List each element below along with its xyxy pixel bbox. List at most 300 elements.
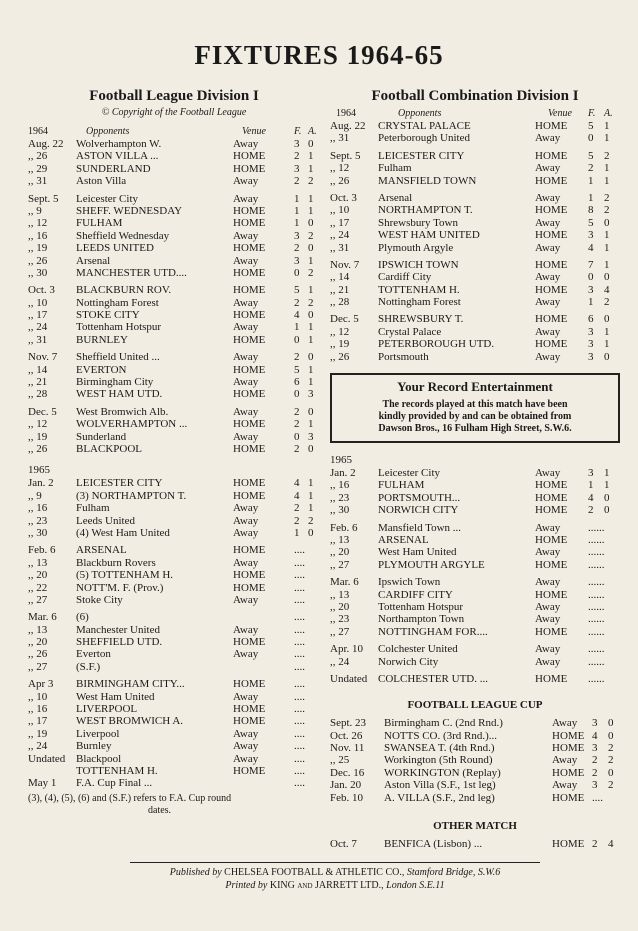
fixture-date: ,, 26 — [28, 150, 48, 163]
table-row — [28, 334, 320, 346]
fixture-venue: HOME — [233, 636, 266, 649]
fixture-venue: HOME — [535, 258, 568, 271]
fixture-venue: Away — [535, 576, 561, 589]
fixture-venue: HOME — [535, 588, 568, 601]
fixture-score-for: 6 — [294, 376, 300, 389]
combination-fixtures-1965 — [330, 467, 620, 685]
fixture-venue: HOME — [233, 204, 266, 217]
table-row — [28, 193, 320, 205]
fixture-date: ,, 19 — [28, 242, 48, 255]
fixture-score-for: .... — [592, 791, 603, 804]
table-row — [330, 351, 620, 363]
combination-column — [330, 86, 620, 850]
fixture-score-against: 1 — [308, 363, 314, 376]
fixture-venue: Away — [233, 502, 259, 515]
fixture-score-for: 2 — [592, 838, 598, 851]
fixture-score-for: 2 — [294, 502, 300, 515]
fixture-date: Nov. 11 — [330, 742, 365, 755]
fixture-venue: HOME — [535, 120, 568, 132]
league-year-1965: 1965 — [28, 464, 50, 477]
fixture-date: ,, 30 — [330, 504, 350, 517]
fixture-score-against: 1 — [308, 192, 314, 205]
fixture-opponent: (6) — [76, 611, 89, 624]
table-row — [330, 534, 620, 546]
fixture-score-for: 0 — [294, 388, 300, 401]
fixture-score-against: 1 — [604, 479, 610, 492]
table-row — [28, 205, 320, 217]
table-row — [28, 321, 320, 333]
fixture-date: ,, 31 — [28, 333, 48, 346]
fixture-venue: Away — [233, 138, 259, 150]
table-row — [330, 656, 620, 668]
footer-publisher-name: CHELSEA FOOTBALL & ATHLETIC CO., — [224, 867, 405, 878]
fixture-opponent: (S.F.) — [76, 660, 101, 673]
fixture-date: Oct. 3 — [330, 191, 357, 204]
fixture-score-against: 2 — [608, 779, 614, 792]
fixture-opponent: MANSFIELD TOWN — [378, 174, 477, 187]
fixture-date: ,, 12 — [330, 325, 350, 338]
fixture-score-for: ...... — [588, 546, 605, 559]
fixture-score-for: 3 — [592, 779, 598, 792]
fixture-score-for: 1 — [294, 217, 300, 230]
table-row — [28, 515, 320, 527]
fixture-opponent: F.A. Cup Final ... — [76, 777, 153, 790]
fixture-score-for: 5 — [588, 216, 594, 229]
fixture-score-for: 3 — [588, 229, 594, 242]
fixture-venue: Away — [535, 655, 561, 668]
fixture-opponent: Tottenham Hotspur — [76, 321, 162, 334]
fixture-score-for: 7 — [588, 258, 594, 271]
table-row — [330, 643, 620, 655]
fixture-venue: Away — [233, 430, 259, 443]
table-row — [28, 765, 320, 777]
fixture-score-for: 2 — [294, 351, 300, 364]
fixture-date: ,, 20 — [330, 600, 350, 613]
fixture-date: ,, 9 — [28, 489, 42, 502]
fixture-date: ,, 17 — [28, 309, 48, 322]
fixture-score-for: 8 — [588, 204, 594, 217]
fixture-venue: HOME — [535, 672, 568, 685]
table-row — [28, 376, 320, 388]
table-row — [28, 703, 320, 715]
table-row — [28, 678, 320, 690]
fixture-opponent: Aston Villa — [76, 175, 127, 188]
fixture-opponent: Birmingham C. (2nd Rnd.) — [384, 717, 503, 730]
fixture-venue: Away — [233, 229, 259, 242]
footnote-line-2: dates. — [148, 804, 172, 816]
fixture-score-for: 1 — [588, 174, 594, 187]
combination-year-1965: 1965 — [330, 454, 352, 467]
table-row — [28, 175, 320, 187]
fixture-opponent: SHEFFIELD UTD. — [76, 636, 163, 649]
table-row — [28, 636, 320, 648]
fixture-opponent: PORTSMOUTH... — [378, 491, 461, 504]
fixture-opponent: ASTON VILLA ... — [76, 150, 159, 163]
footer-printer-name: KING and JARRETT LTD., — [269, 880, 384, 891]
fixture-date: ,, 30 — [28, 526, 48, 539]
fixture-venue: HOME — [535, 625, 568, 638]
fixture-score-for: 3 — [294, 138, 300, 150]
fixture-score-for: 4 — [294, 309, 300, 322]
fixture-opponent: West Ham United — [378, 546, 457, 559]
fixture-score-for: 1 — [294, 204, 300, 217]
cup-footnote — [28, 793, 320, 817]
fixture-score-for: ...... — [588, 672, 605, 685]
fixture-venue: Away — [535, 216, 561, 229]
fixture-score-against: 1 — [308, 502, 314, 515]
fixture-date: ,, 24 — [330, 229, 350, 242]
fixture-score-against: 1 — [308, 321, 314, 334]
fixture-opponent: BLACKPOOL — [76, 442, 143, 455]
fixture-date: ,, 20 — [330, 546, 350, 559]
fixture-score-against: 1 — [604, 467, 610, 480]
fixture-opponent: (5) TOTTENHAM H. — [76, 569, 174, 582]
fixture-venue: Away — [552, 754, 578, 767]
fixture-opponent: WEST HAM UNITED — [378, 229, 480, 242]
fixture-opponent: NOTT'M. F. (Prov.) — [76, 581, 164, 594]
combination-title: Football Combination Division I — [371, 88, 579, 104]
fixture-score-for: 5 — [294, 363, 300, 376]
fixture-opponent: Sheffield Wednesday — [76, 229, 170, 242]
table-row — [330, 754, 620, 766]
fixture-score-for: 5 — [588, 120, 594, 132]
fixture-venue: Away — [552, 779, 578, 792]
fixture-score-for: ...... — [588, 600, 605, 613]
fixture-score-against: 1 — [604, 229, 610, 242]
fixture-opponent: Leicester City — [378, 467, 441, 480]
table-row — [330, 150, 620, 162]
fixture-date: ,, 13 — [28, 556, 48, 569]
fixture-score-against: 0 — [308, 526, 314, 539]
fixture-date: Sept. 5 — [330, 149, 361, 162]
fixture-date: ,, 13 — [330, 588, 350, 601]
fixture-opponent: SHREWSBURY T. — [378, 313, 464, 326]
fixture-venue: HOME — [233, 442, 266, 455]
fixture-date: ,, 28 — [28, 388, 48, 401]
table-row — [28, 569, 320, 581]
fixture-score-for: .... — [294, 544, 305, 557]
fixture-venue: Away — [233, 254, 259, 267]
fixture-score-for: ...... — [588, 625, 605, 638]
fixture-date: Feb. 6 — [28, 544, 56, 557]
fixture-date: ,, 19 — [28, 727, 48, 740]
table-row — [28, 594, 320, 606]
fixture-score-against: 2 — [308, 266, 314, 279]
table-row — [330, 479, 620, 491]
fixture-date: ,, 26 — [330, 350, 350, 363]
fixture-opponent: West Bromwich Alb. — [76, 405, 169, 418]
fixture-date: ,, 10 — [330, 204, 350, 217]
fixture-score-for: 4 — [588, 491, 594, 504]
table-row — [28, 715, 320, 727]
fixture-date: ,, 19 — [330, 338, 350, 351]
fixture-venue: Away — [535, 521, 561, 534]
fixture-score-for: 1 — [588, 479, 594, 492]
fixture-opponent: BURNLEY — [76, 333, 128, 346]
fixture-venue: Away — [535, 546, 561, 559]
table-row — [330, 792, 620, 804]
league-fixtures-1965 — [28, 477, 320, 789]
table-row — [330, 626, 620, 638]
table-row — [330, 271, 620, 283]
fixture-score-against: 0 — [308, 405, 314, 418]
fixture-score-for: 4 — [294, 489, 300, 502]
league-title: Football League Division I — [89, 88, 259, 104]
fixture-score-for: .... — [294, 660, 305, 673]
fixture-score-for: 2 — [294, 150, 300, 163]
fixture-score-against: 0 — [604, 491, 610, 504]
fixture-opponent: Sheffield United ... — [76, 351, 160, 364]
fixture-opponent: Ipswich Town — [378, 576, 441, 589]
fixture-venue: HOME — [233, 284, 266, 297]
header-a: A. — [604, 108, 613, 119]
fixture-score-for: .... — [294, 556, 305, 569]
fixture-opponent: Nottingham Forest — [76, 296, 159, 309]
fixture-score-for: .... — [294, 740, 305, 753]
table-row — [28, 544, 320, 556]
header-year: 1964 — [336, 108, 356, 119]
footer-publisher-address: Stamford Bridge, S.W.6 — [406, 867, 501, 878]
fixture-score-against: 1 — [604, 174, 610, 187]
footer-published-prefix: Published by — [169, 867, 222, 878]
fixture-score-against: 1 — [604, 132, 610, 145]
footer-printed-prefix: Printed by — [225, 880, 268, 891]
table-row — [330, 284, 620, 296]
league-column — [28, 86, 320, 817]
header-f: F. — [294, 126, 302, 137]
fixture-score-against: 1 — [308, 489, 314, 502]
table-row — [330, 492, 620, 504]
fixture-date: ,, 24 — [330, 655, 350, 668]
fixture-score-for: 0 — [294, 333, 300, 346]
fixture-opponent: NOTTINGHAM FOR.... — [378, 625, 488, 638]
table-row — [330, 313, 620, 325]
table-row — [28, 418, 320, 430]
header-f: F. — [588, 108, 596, 119]
fixture-opponent: CRYSTAL PALACE — [378, 120, 471, 132]
fixture-score-for: .... — [294, 752, 305, 765]
fixture-date: ,, 31 — [330, 132, 350, 145]
table-row — [330, 467, 620, 479]
fixture-opponent: LEICESTER CITY — [76, 477, 163, 490]
footnote-line-1: (3), (4), (5), (6) and (S.F.) refers to F.A. Cup round — [28, 792, 232, 804]
table-row — [28, 740, 320, 752]
fixture-venue: Away — [535, 325, 561, 338]
table-row — [330, 204, 620, 216]
fixture-opponent: STOKE CITY — [76, 309, 140, 322]
fixture-venue: HOME — [233, 266, 266, 279]
fixture-venue: Away — [233, 740, 259, 753]
fixture-score-for: 2 — [294, 296, 300, 309]
fixture-opponent: Burnley — [76, 740, 112, 753]
fixture-score-against: 2 — [608, 754, 614, 767]
fixture-opponent: NORWICH CITY — [378, 504, 459, 517]
fixture-date: ,, 24 — [28, 740, 48, 753]
fixture-opponent: MANCHESTER UTD.... — [76, 266, 187, 279]
table-row — [28, 691, 320, 703]
fixture-score-for: .... — [294, 678, 305, 691]
fixture-venue: HOME — [535, 504, 568, 517]
fixture-score-against: 1 — [308, 284, 314, 297]
fixture-date: ,, 12 — [28, 217, 48, 230]
table-row — [330, 767, 620, 779]
fixture-venue: Away — [535, 350, 561, 363]
fixture-score-for: ...... — [588, 576, 605, 589]
fixture-score-for: 0 — [294, 430, 300, 443]
fixture-opponent: Liverpool — [76, 727, 120, 740]
fixture-score-for: ...... — [588, 613, 605, 626]
fixture-score-for: ...... — [588, 643, 605, 656]
fixture-score-for: 4 — [592, 729, 598, 742]
fixture-date: Dec. 5 — [28, 405, 57, 418]
header-opponents: Opponents — [86, 126, 130, 137]
fixture-score-against: 1 — [604, 120, 610, 132]
table-row — [330, 742, 620, 754]
header-year: 1964 — [28, 126, 48, 137]
fixture-date: Oct. 3 — [28, 284, 55, 297]
fixture-venue: HOME — [233, 333, 266, 346]
fixture-venue: Away — [233, 514, 259, 527]
fixture-date: ,, 27 — [28, 593, 48, 606]
fixture-venue: Away — [535, 613, 561, 626]
fixture-opponent: Wolverhampton W. — [76, 138, 162, 150]
fixture-venue: Away — [233, 648, 259, 661]
fixture-score-for: 1 — [588, 191, 594, 204]
fixture-venue: HOME — [233, 162, 266, 175]
table-row — [330, 120, 620, 132]
fixture-score-for: 3 — [588, 338, 594, 351]
fixture-venue: Away — [233, 175, 259, 188]
table-row — [330, 589, 620, 601]
fixture-venue: Away — [233, 690, 259, 703]
fixture-opponent: WOLVERHAMPTON ... — [76, 418, 188, 431]
fixture-venue: HOME — [535, 229, 568, 242]
table-row — [330, 576, 620, 588]
fixture-score-for: .... — [294, 611, 305, 624]
fixture-score-against: 0 — [608, 766, 614, 779]
fixture-venue: HOME — [233, 703, 266, 716]
fixture-opponent: NOTTS CO. (3rd Rnd.)... — [384, 729, 498, 742]
fixture-score-for: 3 — [588, 325, 594, 338]
fixture-venue: Away — [233, 727, 259, 740]
combination-fixtures — [330, 120, 620, 363]
fixture-score-for: 0 — [294, 266, 300, 279]
fixture-date: Apr 3 — [28, 678, 54, 691]
fixture-venue: HOME — [535, 283, 568, 296]
fixture-date: Oct. 7 — [330, 838, 357, 851]
fixture-venue: HOME — [535, 174, 568, 187]
fixture-date: ,, 31 — [330, 241, 350, 254]
league-cup-fixtures — [330, 717, 620, 804]
fixture-opponent: ARSENAL — [378, 533, 429, 546]
publisher-footer — [130, 862, 540, 892]
fixture-score-for: 2 — [588, 162, 594, 175]
fixture-venue: HOME — [233, 715, 266, 728]
page-title: FIXTURES 1964-65 — [194, 40, 444, 70]
fixture-score-against: 0 — [308, 309, 314, 322]
fixture-date: Feb. 10 — [330, 791, 363, 804]
fixture-date: ,, 25 — [330, 754, 350, 767]
record-box-line-2: kindly provided by and can be obtained from — [378, 411, 572, 423]
fixture-score-for: 2 — [294, 405, 300, 418]
fixture-date: Dec. 5 — [330, 313, 359, 326]
fixture-venue: HOME — [535, 338, 568, 351]
fixture-venue: Away — [233, 556, 259, 569]
fixture-score-against: 1 — [308, 333, 314, 346]
table-row — [28, 297, 320, 309]
fixture-date: Nov. 7 — [330, 258, 360, 271]
fixture-date: Undated — [330, 672, 368, 685]
fixture-opponent: SUNDERLAND — [76, 162, 151, 175]
fixture-date: ,, 28 — [330, 296, 350, 309]
fixture-opponent: Crystal Palace — [378, 325, 442, 338]
fixture-score-for: 3 — [592, 742, 598, 755]
fixture-date: ,, 16 — [28, 703, 48, 716]
fixture-venue: HOME — [233, 569, 266, 582]
fixture-score-for: 2 — [294, 242, 300, 255]
fixture-opponent: Leicester City — [76, 192, 139, 205]
fixture-score-for: 3 — [294, 162, 300, 175]
fixture-date: ,, 12 — [330, 162, 350, 175]
table-row — [28, 582, 320, 594]
fixture-date: Dec. 16 — [330, 766, 365, 779]
fixture-date: ,, 27 — [330, 625, 350, 638]
header-a: A. — [308, 126, 317, 137]
fixture-date: Jan. 2 — [330, 467, 356, 480]
fixture-date: ,, 10 — [28, 296, 48, 309]
fixture-opponent: SWANSEA T. (4th Rnd.) — [384, 742, 495, 755]
fixture-score-against: 1 — [308, 150, 314, 163]
fixture-opponent: Portsmouth — [378, 350, 429, 363]
fixture-date: ,, 23 — [330, 491, 350, 504]
fixture-date: ,, 24 — [28, 321, 48, 334]
record-box-title: Your Record Entertainment — [397, 379, 553, 395]
fixture-date: ,, 13 — [28, 623, 48, 636]
fixture-date: ,, 16 — [330, 479, 350, 492]
fixture-venue: HOME — [233, 388, 266, 401]
fixture-score-for: 5 — [588, 149, 594, 162]
fixture-score-for: 1 — [588, 296, 594, 309]
fixture-score-for: 4 — [294, 477, 300, 490]
fixture-score-against: 3 — [308, 388, 314, 401]
fixture-venue: HOME — [552, 742, 585, 755]
fixture-score-for: .... — [294, 764, 305, 777]
league-header — [28, 126, 320, 138]
fixture-opponent: Shrewsbury Town — [378, 216, 458, 229]
fixture-venue: HOME — [535, 149, 568, 162]
fixture-score-against: 2 — [608, 742, 614, 755]
fixture-score-against: 2 — [308, 296, 314, 309]
fixture-date: ,, 21 — [28, 376, 48, 389]
fixture-venue: HOME — [552, 791, 585, 804]
fixture-date: Aug. 22 — [330, 120, 366, 132]
fixture-opponent: WEST HAM UTD. — [76, 388, 163, 401]
fixture-opponent: TOTTENHAM H. — [76, 764, 158, 777]
fixture-date: Aug. 22 — [28, 138, 64, 150]
table-row — [28, 163, 320, 175]
fixture-score-against: 1 — [604, 162, 610, 175]
fixture-opponent: PETERBOROUGH UTD. — [378, 338, 495, 351]
fixture-score-for: 0 — [588, 132, 594, 145]
fixture-venue: HOME — [233, 678, 266, 691]
combination-header — [330, 108, 620, 120]
fixture-date: ,, 23 — [330, 613, 350, 626]
table-row — [28, 230, 320, 242]
fixture-venue: HOME — [233, 489, 266, 502]
fixture-score-for: 1 — [294, 321, 300, 334]
fixture-date: Mar. 6 — [28, 611, 57, 624]
table-row — [330, 838, 620, 850]
